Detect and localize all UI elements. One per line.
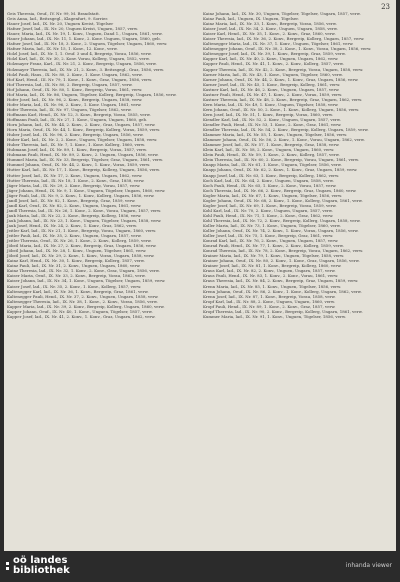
directory-entry: Knapp Josef, lad., IX. Nr. 63, 1. Konv., Bergreip, Kollerg, 1862, verw. — [203, 172, 340, 178]
directory-entry: Kiendler Theresia, lad., IX. Nr. 54, 2. Konv., Bergreip, Kollerg, Ungarn, 1859, verw. — [203, 127, 369, 133]
directory-entry: Hutter Josef, lad., IX. Nr. 17, 2. Konv., Unguen, Ungarn, 1862, verw. — [7, 172, 143, 178]
directory-entry: Hutter Theresia, lad., IX. Nr. 18, 1. Konv., 2. Konv., Graz, 1858, verw. — [7, 177, 145, 183]
directory-entry: Kaiser Theresia, lad., IX. Nr. 36, 2. Konv., Bergreip, Kollerg, Ungarn, 1857, verw. — [203, 36, 365, 42]
directory-entry: Kern Johann, Oeuf., IX. Nr. 50, 2. Konv., 1. Konv., Kollerg, Ungarn, 1856, verw. — [203, 106, 360, 112]
directory-entry: Jandl Josef, lad., IX. Nr. 82, 1. Konv., Bergreip, Graz, 1859, verw. — [7, 197, 136, 203]
directory-entry: Hummel Johann, Oeuf., IX. Nr. 44, 2. Konv., 1. Konv., Vorau, 1859, verw. — [7, 162, 151, 168]
directory-entry: Kainz Maria, lad., IX. Nr. 33, 1. Konv., Bergreip, Vorau, 1856, verw. — [203, 21, 337, 27]
directory-entry: Klammer Johann, Oeuf., IX. Nr. 56, 2. Konv., 1. Konv., Vorau, Ungarn, 1862, verw. — [203, 137, 365, 143]
directory-entry: Kaltenegger Theresia, lad., IX. Nr. 38, 1. Konv., 2. Konv., Vorau, 1856, verw. — [7, 298, 158, 304]
directory-entry: Kogler Josef, lad., IX. Nr. 69, 1. Konv., Bergreip, Vorau, 1859, verw. — [203, 202, 337, 208]
directory-entry: Hutter Karl, lad., IX. Nr. 17, 1. Konv., Bergreip, Kollerg, Ungarn, 1856, verw. — [7, 167, 161, 173]
directory-entry: Hafner Maria, lad., IX. Nr. 15, 1. Konv., 12. Konv., verw. — [7, 46, 118, 52]
directory-entry: Kaiser Josef, lad., IX. Nr. 34, 2. Konv., Unguen, Ungarn, 1858, verw. — [203, 26, 338, 32]
directory-entry: Jeitler Pauli, lad., IX. Nr. 35, 2. Konv., Unguen, Ungarn, 1857, verw. — [7, 233, 142, 239]
directory-entry: Konrad Karl, lad., IX. Nr. 76, 2. Konv., Unguen, Ungarn, 1857, verw. — [203, 238, 339, 244]
directory-entry: Kaiser Maria, Oeuf., IX. Nr. 33, 2. Konv., Bergreip, Vorau, 1862, verw. — [7, 273, 146, 279]
directory-entry: Hafner Josef, lad., IX. Nr. 18, 3. Konv., 2. Unguen, Tögelser, Ungarn, 1860, verw. — [7, 41, 168, 47]
directory-entry: Holzl Karl, lad., IX. Nr. 30, 2. Konv. Vorau, Kollerg, Ungarn, 1852, verw. — [7, 56, 150, 62]
directory-entry: Koch Theresia, lad., IX. Nr. 66, 2. Konv., Bergreip, Graz, Ungarn, 1860, verw. — [203, 187, 357, 193]
viewer-footer — [0, 551, 400, 582]
directory-entry: Kogler Maria, lad., IX. Nr. 67, 1. Konv., Unguen, Tögelser, 1856, verw. — [203, 192, 343, 198]
directory-entry: Hummel Maria, lad., IX. Nr. 33, Bergreip, Tögelser, Graz, Ungarn, 1861, verw. — [7, 157, 164, 163]
directory-entry: Kapper Theresia, lad., IX. Nr. 42, 2. Konv., Bergreip, Vorau, Ungarn, 1858, verw. — [203, 66, 364, 72]
directory-entry: Karner Josef, lad., IX. Nr. 45, 1. Konv., Bergreip, Kollerg, 1861, verw. — [203, 81, 341, 87]
directory-entry: Kastner Pauli, Hend., IX. Nr. 47, 1. Konv., 2. Konv., Vorau, 1859, verw. — [203, 91, 343, 97]
directory-entry: Kummer Maria, lad., IX. Nr. 91, 1. Konv., Unguen, Tögelser, 1856, verw. — [203, 313, 346, 319]
directory-entry: Kainz Theresia, lad., IX. Nr. 32, 1. Konv., 2. Konv., Graz, Ungarn, 1856, verw. — [7, 268, 160, 274]
logo-line-1: oö landes — [13, 555, 68, 566]
logo-text — [13, 556, 70, 576]
directory-entry: Jauk Josef, Hend., IX. Nr. 24, 2. Konv., 1. Konv., Graz, 1862, verw. — [7, 222, 137, 228]
directory-entry: Knapp Johann, Oeuf., IX. Nr. 62, 2. Konv., 1. Konv., Graz, Ungarn, 1859, verw. — [203, 167, 358, 173]
directory-entry: Hubmann Pauli, Hend., IX. Nr. 89, 2. Konv., 2. Unguen, Ungarn, 1856, verw. — [7, 152, 159, 158]
directory-entry: Hoffmann Karl, Hend., IX. Nr. 12, 3. Konv., Bergreip, Vorau, 1855, verw. — [7, 111, 151, 117]
directory-entry: Hofer Maria, lad., IX. Nr. 96, 2. Konv., 1. Konv. Ungarn, 1861, verw. — [7, 101, 142, 107]
directory-entry: Krenn Johann, Oeuf., IX. Nr. 86, 2. Konv., 1. Konv., Kollerg, Ungarn, 1862, verw. — [203, 288, 362, 294]
directory-entry: Kastner Karl, lad., IX. Nr. 46, 2. Konv., Unguen, Ungarn, 1857, verw. — [203, 86, 340, 92]
directory-entry: Jöbstl Maria, lad., IX. Nr. 27, 2. Konv., Bergreip, Graz, Ungarn, 1856, verw. — [7, 243, 157, 249]
directory-entry: Kapper Maria, lad., IX. Nr. 39, 2. Konv., Bergreip, Kollerg, Ungarn, 1860, verw. — [7, 303, 165, 309]
column-left — [7, 11, 193, 319]
directory-entry: Geis Theresia, Oeuf., IV. Nr. 99, M. Brandstatt. — [7, 11, 101, 16]
directory-entry: Holzl Josef, lad., IX. Nr. 1, 1. Oeuf. 3 und 4, Bergreip, Vorau, 1856, verw. — [7, 51, 152, 57]
directory-entry: Kaltenegger Karl, lad., IX. Nr. 36, 1. Konv., Bergreip, Graz, 1861, verw. — [7, 288, 149, 294]
directory-entry: Kropf Pauli, Hend., IX. Nr. 89, 1. Konv., 2. Konv., Graz, 1857, verw. — [203, 303, 336, 309]
directory-entry: Kastner Theresia, lad., IX. Nr. 48, 2. Konv., Bergreip, Graz, Ungarn, 1862, verw. — [203, 96, 363, 102]
directory-entry: Kohl Pauli, Hend., IX. Nr. 71, 1. Konv., 2. Konv., Graz, 1862, verw. — [203, 212, 334, 218]
directory-entry: Hauer Johann, lad., IX. Nr. 11, 1. Konv., 2. Konv. Unguen, Ungarn, 1860, geb. — [7, 36, 161, 42]
directory-entry: Huber Theresia, lad., IX. Nr. 7, 1. Konv., 1. Konv. Kollerg, 1860, verw. — [7, 142, 146, 148]
directory-entry: Kogler Johann, Oeuf., IX. Nr. 68, 2. Konv., 1. Konv., Kollerg, Ungarn, 1861, verw. — [203, 197, 363, 203]
directory-entry: Hof Johann, Oeuf., IX. Nr. 80, 1. Konv., Bergreip, Vorau, 1861, verw. — [7, 86, 143, 92]
directory-entry: Karner Maria, lad., IX. Nr. 43, 1. Konv., Unguen, Tögelser, 1860, verw. — [203, 71, 343, 77]
column-right — [203, 11, 389, 319]
directory-entry: Hof Karl, Hend., III. Nr. 79, 1. Konv., 1. Konv., Graz, Ungarn, 1856, verw. — [7, 76, 153, 82]
directory-entry: Krenn Maria, lad., IX. Nr. 85, 1. Konv., Unguen, Tögelser, 1856, verw. — [203, 283, 342, 289]
directory-entry: Kaltenegger Josef, lad., IX. Nr. 39, 1. Konv., Bergreip, Graz, 1859, verw. — [203, 51, 346, 57]
logo-line-2: bibliothek — [13, 565, 70, 576]
directory-entry: Kohl Karl, lad., IX. Nr. 70, 2. Konv., Unguen, Ungarn, 1857, verw. — [203, 207, 333, 213]
directory-entry: Horn Johann, lad., IX. Nr. 44, 2. Konv., 2. Konv., Graz, Ungarn, 1857, verw. — [7, 122, 156, 128]
directory-entry: Knapp Maria, lad., IX. Nr. 61, 1. Konv., Unguen, Tögelser, 1856, verw. — [203, 162, 342, 168]
directory-entry: Kainz Pauli, lad., IX. Nr. 31, 2. Konv., Unguen, Ungarn, 1860, verw. — [7, 263, 141, 269]
directory-entry: Kapper Pauli, Hend., IX. Nr. 41, 1. Konv., 2. Konv., Kollerg, 1857, verw. — [203, 61, 344, 67]
directory-entry: Kaltenegger Pauli, Hend., IX. Nr. 37, 2. Konv., Unguen, Ungarn, 1858, verw. — [7, 293, 159, 299]
directory-entry: Kropf Karl, lad., IX. Nr. 88, 2. Konv., Unguen, Ungarn, 1860, verw. — [203, 298, 336, 304]
directory-entry: Jandl Theresia, lad., IX. Nr. 26, 1. Konv., 2. Konv., Vorau, Ungarn, 1857, verw. — [7, 207, 162, 213]
directory-entry: Kraus Pauli, Hend., IX. Nr. 83, 1. Konv., 2. Konv., Vorau, 1861, verw. — [203, 273, 339, 279]
directory-entry: Kainz Karl, Hend., IX. Nr. 30, 1. Konv., Bergreip, Kollerg, 1857, verw. — [7, 258, 145, 264]
directory-entry: Jäger Maria, lad., IX. Nr. 29, 2. Konv., Bergreip, Vorau, 1857, verw. — [7, 182, 141, 188]
directory-entry: Jöbstl Josef, lad., IX. Nr. 29, 2. Konv., 1. Konv., Vorau, Ungarn, 1858, verw. — [7, 253, 155, 259]
directory-entry: Kropf Theresia, lad., IX. Nr. 90, 2. Konv., Bergreip, Kollerg, Ungarn, 1861, verw. — [203, 308, 363, 314]
directory-entry: Klein Theresia, lad., IX. Nr. 60, 2. Konv., Bergreip, Vorau, Ungarn, 1861, verw. — [203, 157, 360, 163]
directory-entry: Jöbstl Johann, lad., IX. Nr. 28, 1. Konv., Unguen, Tögelser, 1861, verw. — [7, 248, 147, 254]
directory-entry: Krainer Johann, Oeuf., IX. Nr. 80, 2. Konv., 1. Konv., Graz, Ungarn, 1856, verw. — [203, 258, 360, 264]
directory-entry: Hof Theresia, lad., IX. Nr. 80, 2. Bergreip, Ungarn, 1857, verw. — [7, 81, 133, 87]
directory-entry: Kapper Karl, lad., IX. Nr. 40, 2. Konv., Unguen, Ungarn, 1862, verw. — [203, 56, 339, 62]
directory-entry: Klammer Josef, lad., IX. Nr. 57, 1. Konv., Bergreip, Graz, 1858, verw. — [203, 142, 340, 148]
directory-entry: Klein Karl, lad., IX. Nr. 58, 2. Konv., Unguen, Ungarn, 1860, verw. — [203, 147, 335, 153]
directory-entry: Konrad Pauli, Hend., IX. Nr. 77, 1. Konv., 2. Konv., Kollerg, 1859, verw. — [203, 243, 344, 249]
directory-entry: Holzmayer Franz, Karl., IX. Nr. 21, 2. Konv., Bergreip, Ungarn, 1856, verw. — [7, 61, 157, 67]
directory-entry: Kohl Theresia, lad., IX. Nr. 72, 2. Konv., Bergreip, Kollerg, Ungarn, 1858, verw. — [203, 217, 361, 223]
directory-entry: Krainer Josef, lad., IX. Nr. 81, 1. Konv., Bergreip, Kollerg, 1860, verw. — [203, 263, 342, 269]
directory-entry: Kapper Johann, Oeuf., IX. Nr. 40, 1. Konv., Unguen, Tögelser, 1857, verw. — [7, 308, 153, 314]
directory-entry: Koller Maria, lad., IX. Nr. 73, 1. Konv., Unguen, Tögelser, 1860, verw. — [203, 222, 341, 228]
directory-entry: Holzmayer Theresia, lad., IX. Nr. 21, 2. Konv., 3. Beitzsgegl., Graz, 1856, verw. — [7, 66, 165, 72]
directory-entry: Jäger Johann, Hend., IX. Nr. 9, 1. Konv., Unguen, Tögelser, Ungarn, 1860, verw. — [7, 187, 166, 193]
directory-entry: Hoffmann Pauli, lad., IX. Nr. 27, 1. Konv., Unguen, Ungarn, 1860, geb. — [7, 116, 148, 122]
directory-entry: Kaiser Karl, Hend., IX. Nr. 35, 1. Konv., 2. Konv., Graz, 1860, verw. — [203, 31, 336, 37]
directory-entry: Jauk Maria, lad., IX. Nr. 22, 2. Konv., Bergreip, Kollerg, 1856, verw. — [7, 212, 142, 218]
directory-entry: Hubmann Josef, lad., IX. Nr. 89, 1. Konv., Bergreip, Vorau, 1857, verw. — [7, 147, 148, 153]
logo-mark-icon — [6, 562, 9, 570]
directory-entry: Huber Josef, lad., IX. Nr. 96, 2. Konv., Bergreip, Ungarn, 1856, verw. — [7, 132, 144, 138]
directory-entry: Koller Johann, Oeuf., IX. Nr. 74, 2. Konv., 1. Konv., Vorau, Ungarn, 1856, verw. — [203, 228, 359, 234]
directory-entry: Kaiser Josef, lad., IX. Nr. 35, 2. Konv., 1. Konv., Kollerg, 1857, verw. — [7, 283, 142, 289]
directory-entry: Kiendler Karl, lad., IX. Nr. 52, 2. Konv., Unguen, Ungarn, 1857, verw. — [203, 116, 341, 122]
library-logo[interactable] — [6, 556, 70, 576]
directory-entry: Kaltenegger Johann, Oeuf., IX. Nr. 38, 2. Konv., 1. Konv., Vorau, Ungarn, 1856, verw. — [203, 46, 372, 52]
directory-entry: Geis Anna, lad., Beitzsgegl., Klagenfurt, 9. Sorrier. — [7, 16, 109, 22]
directory-entry: Holzl Pauli, Haus., IX. Nr. 80, 2. Konv., 1. Konv. Ungarn, 1862, verw. — [7, 71, 143, 77]
directory-entry: Hauer Josef, lad., IX. Nr. 20, Unguen Kreist, Tögelser — [7, 21, 114, 27]
directory-entry: Krainer Maria, lad., IX. Nr. 79, 1. Konv., Unguen, Tögelser, 1858, verw. — [203, 253, 345, 259]
directory-entry: Kraus Karl, lad., IX. Nr. 82, 2. Konv., Unguen, Ungarn, 1857, verw. — [203, 268, 336, 274]
directory-entry: Kainz Johann, lad., IX. Nr. 30, Unguen, Tögelser, Tögelser, Ungarn, 1857, verw. — [203, 11, 361, 16]
directory-entry: Klammer Maria, lad., IX. Nr. 55, 1. Konv., Unguen, Tögelser, 1856, verw. — [203, 132, 348, 138]
directory-entry: Jäger Pauli, lad., IX. Nr. 9, 2. Konv., 1. Konv., Kollerg, Ungarn, 1856, verw. — [7, 192, 155, 198]
directory-entry: Koller Josef, lad., IX. Nr. 75, 1. Konv., Bergreip, Graz, 1861, verw. — [203, 233, 334, 239]
directory-entry: Jeitler Karl, lad., IX. Nr. 21, 1. Konv., Bergreip, Vorau, Ungarn, 1860, verw. — [7, 228, 157, 234]
directory-entry: Klein Pauli, Hend., IX. Nr. 59, 1. Konv., 2. Konv., Kollerg, 1857, verw. — [203, 152, 340, 158]
directory-entry: Hauer, Maria, lad., IX. Nr. 19, 1. Konv., Unguen, Dand 1., Ungarn, 1861, verw. — [7, 31, 163, 37]
directory-entry: Horn Maria, Oeuf., IX. Nr. 44, 1. Konv., Bergreip, Kollerg, Vorau, 1859, verw. — [7, 127, 161, 133]
directory-entry: Kern Josef, lad., IX. Nr. 51, 1. Konv., Bergreip, Vorau, 1860, verw. — [203, 111, 334, 117]
directory-entry: Kaltenegger Maria, lad., IX. Nr. 37, 1. Konv., Unguen, Tögelser, 1861, verw. — [203, 41, 354, 47]
directory-entry: Kern Maria, lad., IX. Nr. 49, 1. Konv., Unguen, Tögelser, 1858, verw. — [203, 101, 339, 107]
document-page — [4, 0, 396, 551]
directory-entry: Konrad Theresia, lad., IX. Nr. 78, 2. Konv., Bergreip, Vorau, Ungarn, 1862, verw. — [203, 248, 364, 254]
directory-entry: Jauk Johann, lad., IX. Nr. 23, 1. Konv., Unguen, Tögelser, Ungarn, 1858, verw. — [7, 217, 162, 223]
directory-entry: Hofer Theresia, lad., IX. Nr. 97, Unguen, Tögelser, 1862, verw. — [7, 106, 132, 112]
directory-entry: Kiendler Pauli, Hend., IX. Nr. 53, 1. Konv., 2. Konv., Graz, 1861, verw. — [203, 122, 342, 128]
viewer-brand[interactable]: inhanda viewer — [345, 562, 392, 569]
directory-entry: Hafner Josef, lad., IX. Nr. 20, Unguen Kreist, Ungarn, 1857, verw. — [7, 26, 139, 32]
directory-entry: Jandl Karl, Oeuf., IX. Nr. 82, 2. Konv., Unguen, Ungarn, 1861, verw. — [7, 202, 142, 208]
directory-entry: Jeitler Theresia, Oeuf., IX. Nr. 26, 1. Konv., 2. Konv., Kollerg, 1859, verw. — [7, 238, 152, 244]
page-number: 23 — [381, 3, 390, 11]
directory-entry: Hofer Josef, lad., IX. Nr. 96, 2. Konv., Bergreip, Ungarn, 1858, verw. — [7, 96, 143, 102]
directory-entry: Krenn Josef, lad., IX. Nr. 87, 1. Konv., Bergreip, Vorau, 1858, verw. — [203, 293, 336, 299]
directory-entry: Kapper Josef, lad., IX. Nr. 41, 2. Konv., 1. Konv., Graz, Ungarn, 1862, verw. — [7, 313, 156, 319]
directory-entry: Hof Maria, lad., IX. Nr. 86, Unguen, Tögelser, Kollerg, Bergreip, Ungarn, 1856, verw. — [7, 91, 177, 97]
directory-entry: Kainz Pauli, lad., Unguen, IX. Unguen, Tögelser. — [203, 16, 299, 22]
directory-entry: Koch Karl, lad., IX. Nr. 64, 2. Konv., Unguen, Ungarn, 1858, verw. — [203, 177, 334, 183]
directory-entry: Kaiser Johann, lad., IX. Nr. 34, 1. Konv., Unguen, Tögelser, Ungarn, 1859, verw. — [7, 278, 166, 284]
directory-entry: Koch Pauli, Hend., IX. Nr. 65, 1. Konv., 2. Konv., Vorau, 1857, verw. — [203, 182, 337, 188]
directory-entry: Karner Johann, Oeuf., IX. Nr. 44, 2. Konv., 1. Konv., Graz, Ungarn, 1856, verw. — [203, 76, 359, 82]
directory-entry: Kraus Theresia, lad., IX. Nr. 84, 2. Konv., Bergreip, Graz, Ungarn, 1859, verw. — [203, 278, 359, 284]
directory-entry: Huber Karl, lad., IX. Nr. 2, 2. Konv., Unguen, Tögelser, Ungarn, 1858, verw. — [7, 137, 158, 143]
